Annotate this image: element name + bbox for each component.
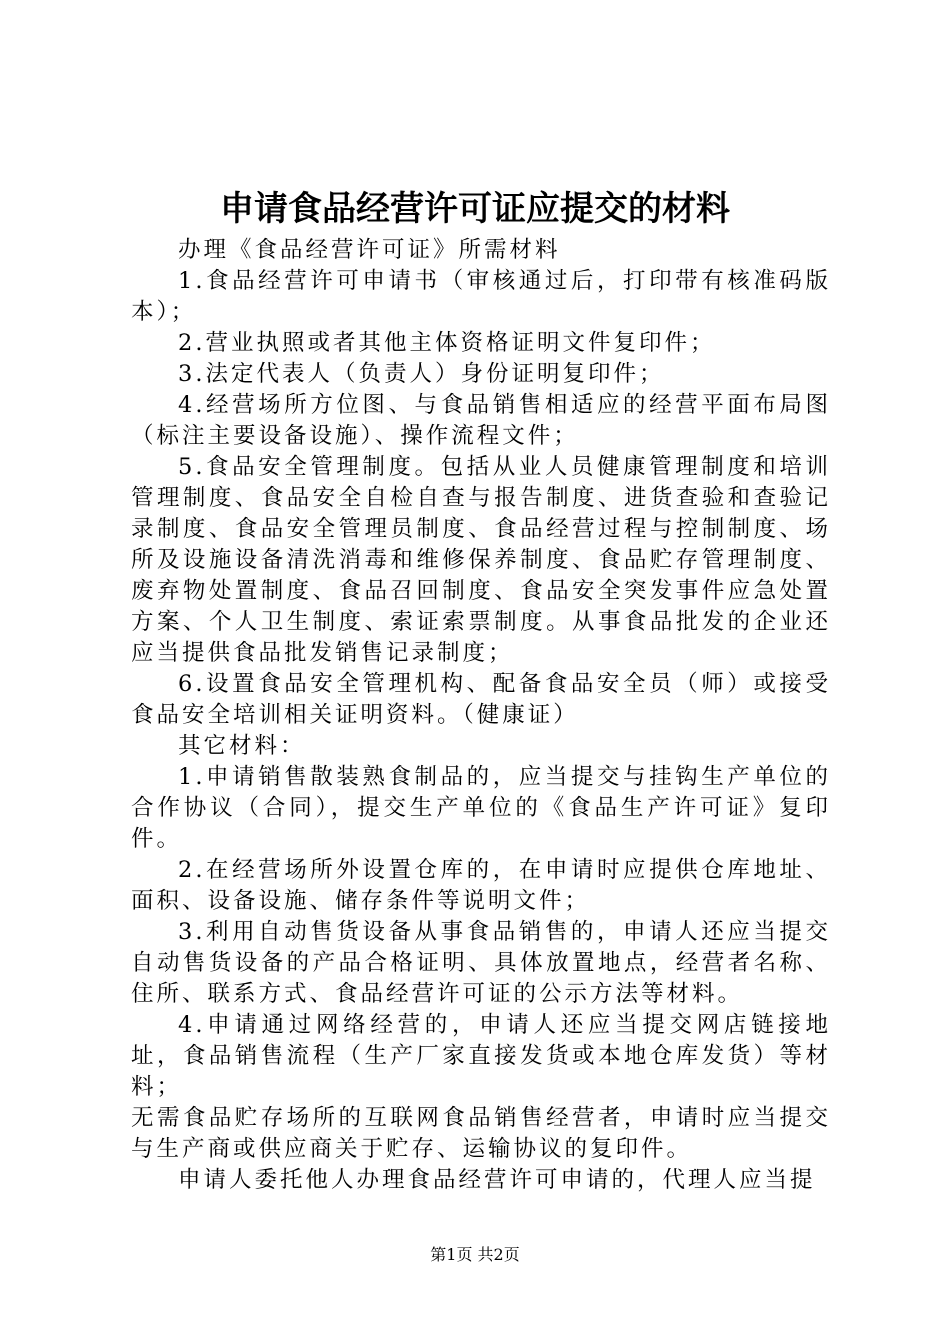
document-body bbox=[131, 235, 831, 1196]
paragraph-other-1: 1.申请销售散装熟食制品的，应当提交与挂钩生产单位的合作协议（合同），提交生产单位的《食品生产许可证》复印件。 bbox=[131, 764, 831, 852]
paragraph-item-1: 1.食品经营许可申请书（审核通过后，打印带有核准码版本）； bbox=[131, 268, 831, 325]
page-footer: 第1页 共2页 bbox=[430, 1245, 520, 1264]
paragraph-other-heading: 其它材料： bbox=[178, 733, 306, 759]
paragraph-proxy: 申请人委托他人办理食品经营许可申请的，代理人应当提 bbox=[178, 1167, 816, 1193]
paragraph-item-6: 6.设置食品安全管理机构、配备食品安全员（师）或接受食品安全培训相关证明资料。（健康证） bbox=[131, 671, 831, 728]
paragraph-other-2: 2.在经营场所外设置仓库的，在申请时应提供仓库地址、面积、设备设施、储存条件等说明文件； bbox=[131, 857, 831, 914]
paragraph-item-3: 3.法定代表人（负责人）身份证明复印件； bbox=[178, 361, 665, 387]
paragraph-other-4: 4.申请通过网络经营的，申请人还应当提交网店链接地址，食品销售流程（生产厂家直接发货或本地仓库发货）等材料； bbox=[131, 1012, 831, 1100]
paragraph-item-4: 4.经营场所方位图、与食品销售相适应的经营平面布局图（标注主要设备设施）、操作流程文件； bbox=[131, 392, 831, 449]
paragraph-intro: 办理《食品经营许可证》所需材料 bbox=[178, 237, 561, 263]
paragraph-item-2: 2.营业执照或者其他主体资格证明文件复印件； bbox=[178, 330, 716, 356]
document-title: 申请食品经营许可证应提交的材料 bbox=[220, 189, 730, 229]
paragraph-other-4-continued: 无需食品贮存场所的互联网食品销售经营者，申请时应当提交与生产商或供应商关于贮存、运输协议的复印件。 bbox=[131, 1105, 831, 1162]
paragraph-item-5: 5.食品安全管理制度。包括从业人员健康管理制度和培训管理制度、食品安全自检自查与报告制度、进货查验和查验记录制度、食品安全管理员制度、食品经营过程与控制制度、场所及设施设备清洗消毒和维修保养制度、食品贮存管理制度、废弃物处置制度、食品召回制度、食品安全突发事件应急处置方案、个人卫生制度、索证索票制度。从事食品批发的企业还应当提供食品批发销售记录制度； bbox=[131, 454, 831, 666]
paragraph-other-3: 3.利用自动售货设备从事食品销售的，申请人还应当提交自动售货设备的产品合格证明、具体放置地点，经营者名称、住所、联系方式、食品经营许可证的公示方法等材料。 bbox=[131, 919, 831, 1007]
